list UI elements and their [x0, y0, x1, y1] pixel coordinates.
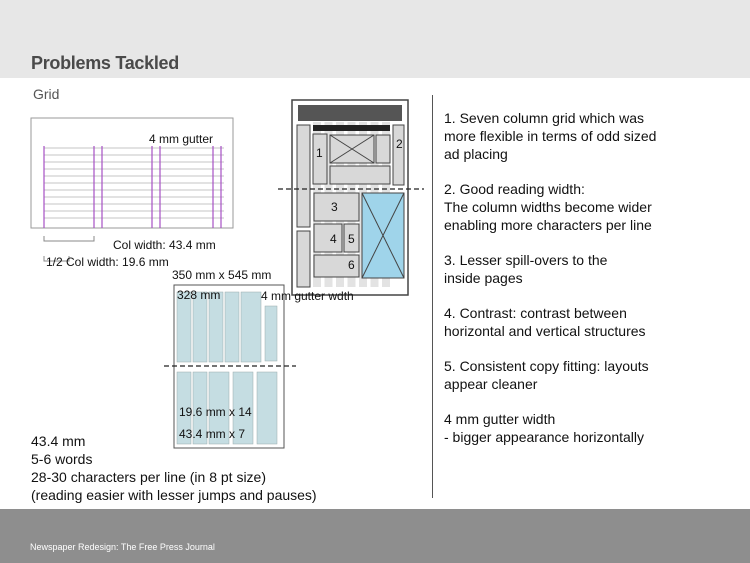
footer-text: Newspaper Redesign: The Free Press Journal — [30, 542, 215, 552]
box-number: 5 — [348, 232, 355, 246]
text-column — [209, 292, 223, 362]
type-area-label: 328 mm — [177, 288, 221, 302]
text-column — [177, 292, 191, 362]
point-item: 4 mm gutter width - bigger appearance horizontally — [444, 411, 645, 445]
half-col-width-label: 1/2 Col width: 19.6 mm — [46, 255, 169, 269]
box-4 — [314, 224, 342, 252]
col-width-label: Col width: 43.4 mm — [113, 238, 216, 252]
text-column-layout — [164, 285, 296, 448]
point-item: 2. Good reading width: The column widths become wider enabling more characters per line — [444, 181, 652, 233]
note-line: 5-6 words — [31, 451, 93, 467]
box-2 — [393, 125, 404, 185]
page-title: Problems Tackled — [31, 53, 179, 73]
reading-notes — [31, 432, 317, 504]
box-number: 2 — [396, 137, 403, 151]
gutter-width-label: 4 mm gutter wdth — [261, 289, 354, 303]
text-column — [265, 306, 277, 361]
gutter-label: 4 mm gutter — [149, 132, 214, 146]
point-item: 4. Contrast: contrast between horizontal and vertical structures — [444, 305, 646, 339]
points-list — [444, 109, 744, 463]
text-column — [241, 292, 261, 362]
page-subtitle: Grid — [33, 86, 60, 102]
text-column — [193, 292, 207, 362]
box-number: 4 — [330, 232, 337, 246]
vertical-divider — [432, 95, 433, 498]
note-line: (reading easier with lesser jumps and pauses) — [31, 487, 317, 503]
box-number: 3 — [331, 200, 338, 214]
col-count-label: 43.4 mm x 7 — [179, 427, 246, 441]
text-column — [225, 292, 239, 362]
box-number: 6 — [348, 258, 355, 272]
point-item: 1. Seven column grid which was more flexible in terms of odd sized ad placing — [444, 110, 657, 162]
half-col-count-label: 19.6 mm x 14 — [179, 405, 252, 419]
footer-band — [0, 509, 750, 563]
note-line: 43.4 mm — [31, 433, 86, 449]
page-size-label: 350 mm x 545 mm — [172, 268, 272, 282]
point-item: 3. Lesser spill-overs to the inside pages — [444, 252, 608, 286]
box-number: 1 — [316, 146, 323, 160]
half-col-bracket — [44, 236, 94, 241]
note-line: 28-30 characters per line (in 8 pt size) — [31, 469, 266, 485]
masthead-block — [298, 105, 402, 121]
point-item: 5. Consistent copy fitting: layouts appear cleaner — [444, 358, 649, 392]
